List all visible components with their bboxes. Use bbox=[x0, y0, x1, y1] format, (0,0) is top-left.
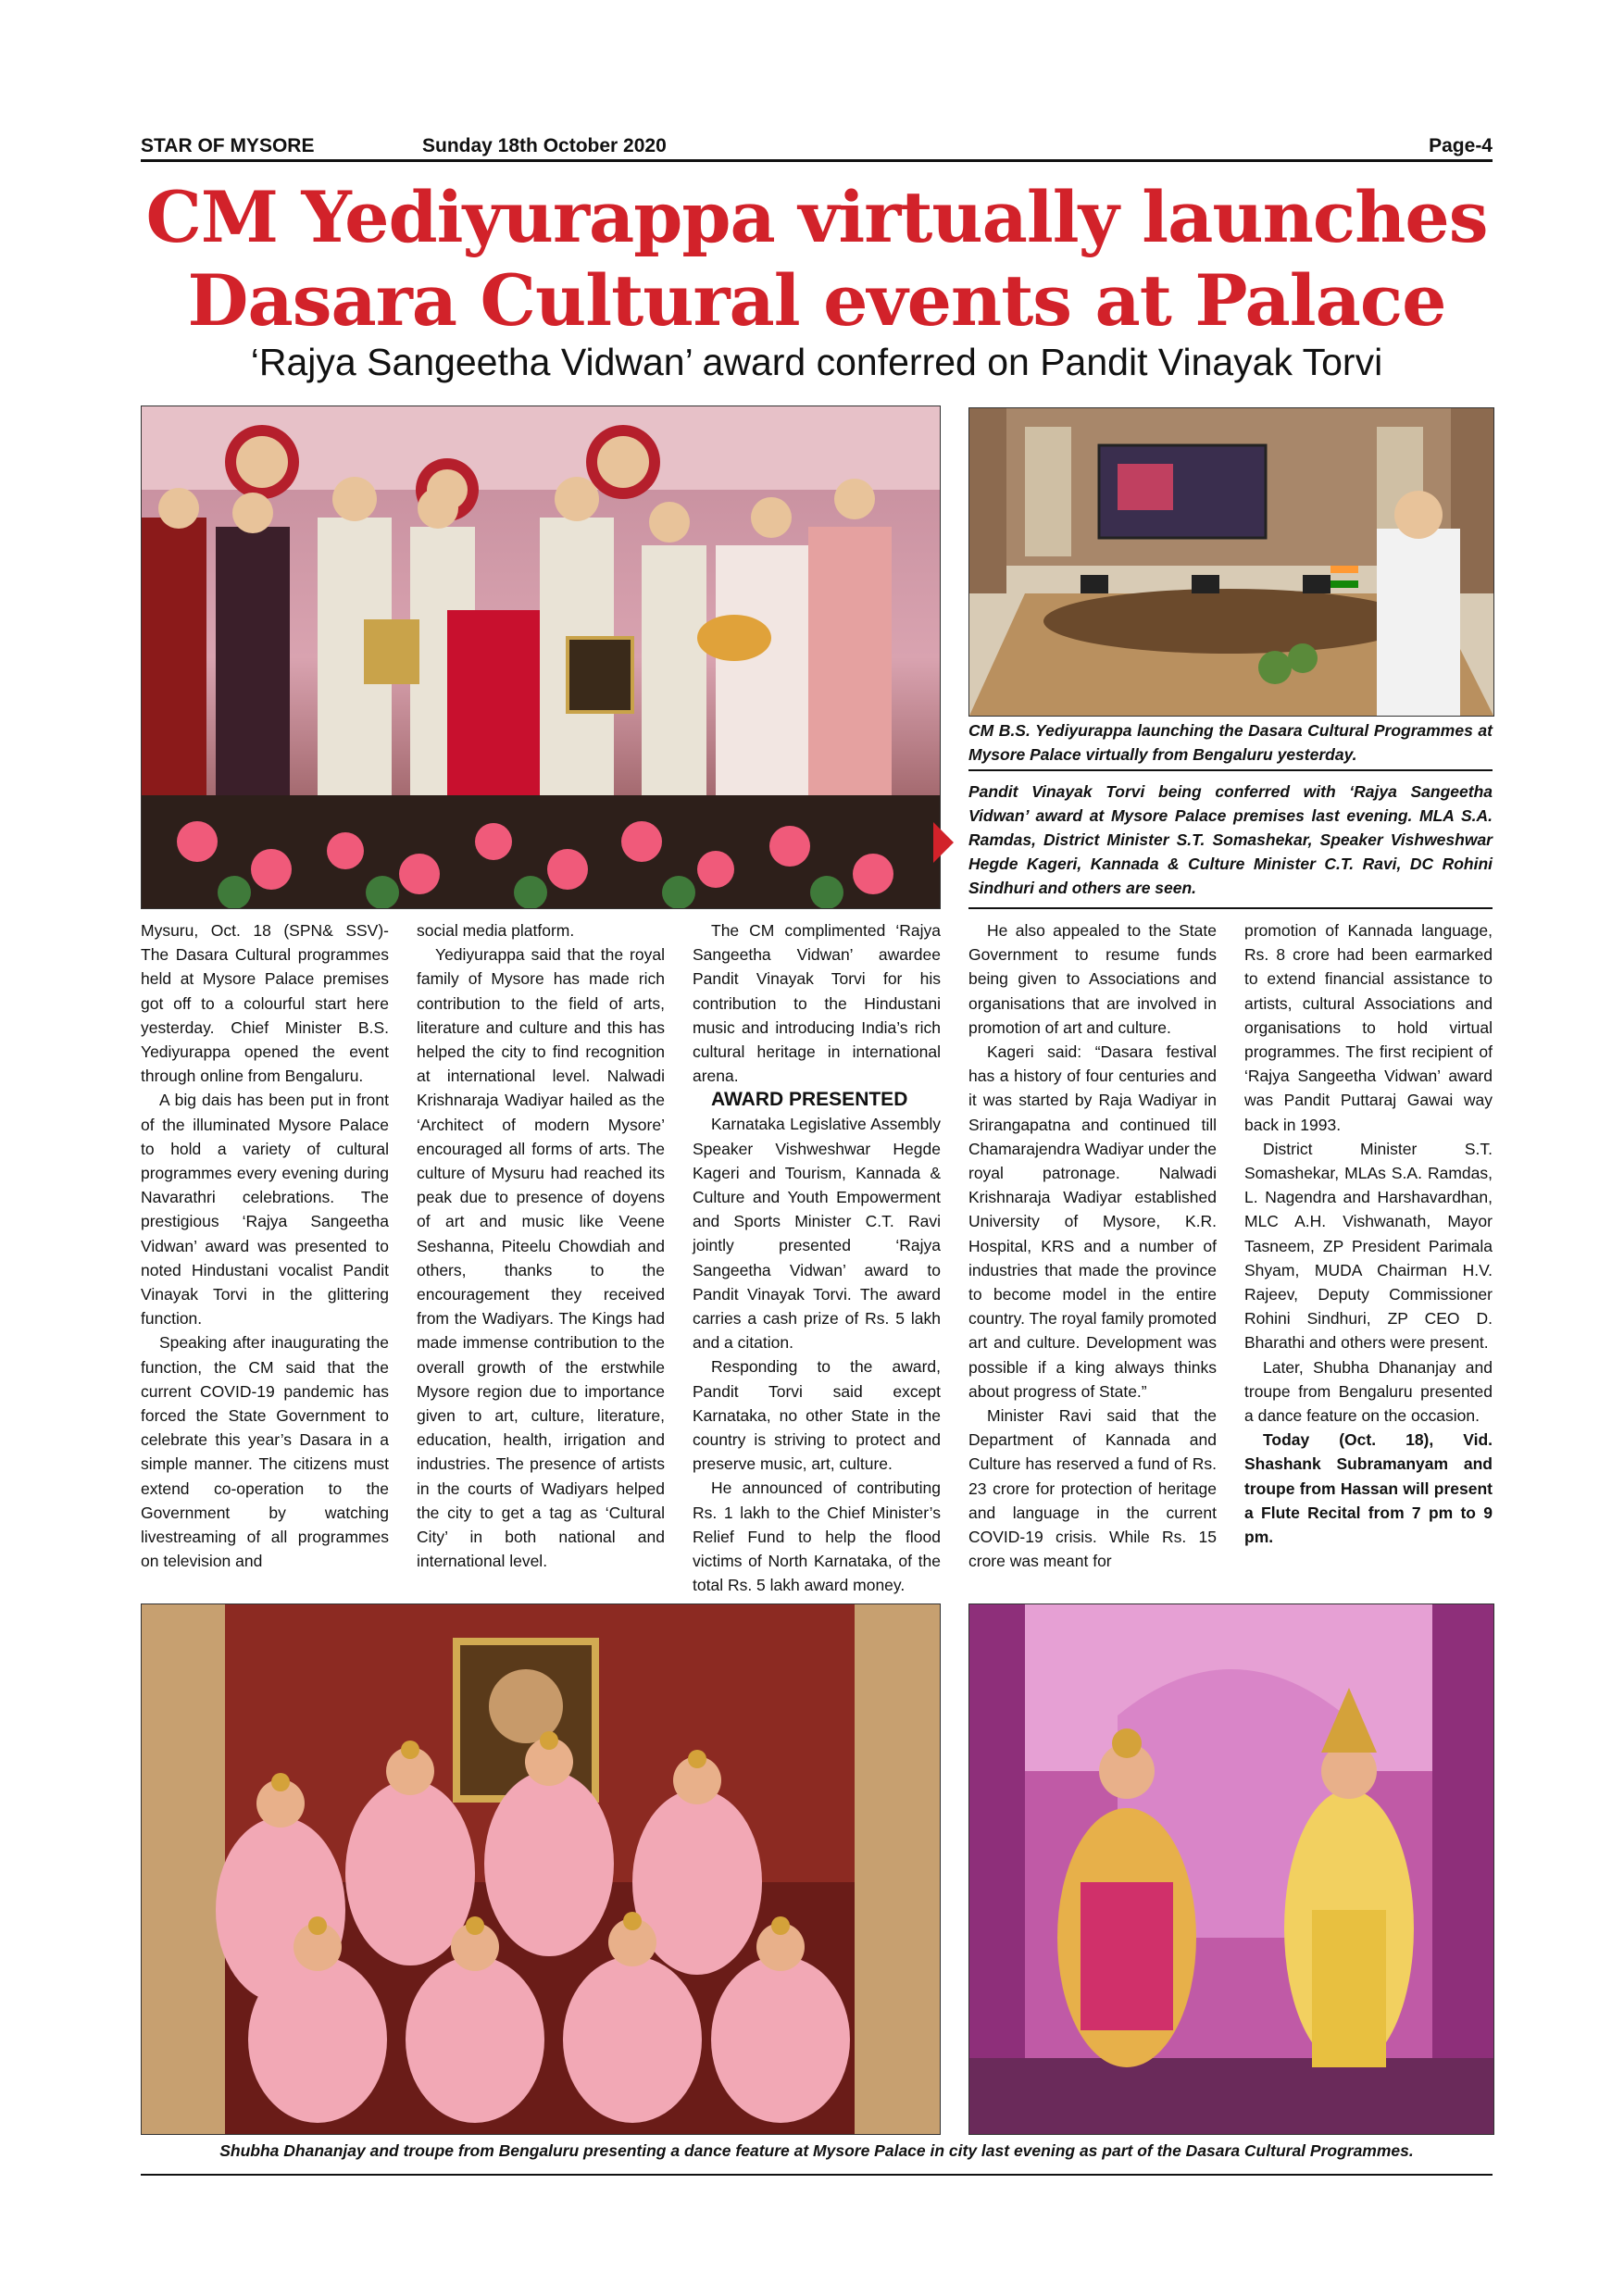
issue-date: Sunday 18th October 2020 bbox=[422, 135, 667, 156]
dance-duo-photo bbox=[968, 1603, 1494, 2135]
caption-rule-1 bbox=[968, 769, 1493, 771]
article-paragraph: Minister Ravi said that the Department of Kannada and Culture has reserved a fund of Rs. 23 crore for protection of heritage and language in the current COVID-19 crisis. While Rs. 15 crore was meant for bbox=[968, 1406, 1217, 1571]
article-paragraph: Karnataka Legislative Assembly Speaker Vishweshwar Hegde Kageri and Tourism, Kannada & Culture and Youth Empowerment and Sports Minister C.T. Ravi jointly presented ‘Rajya Sangeetha Vidwan’ award to Pandit Vinayak Torvi. The award carries a cash prize of Rs. 5 lakh and a citation. bbox=[693, 1115, 941, 1353]
article-paragraph: promotion of Kannada language, Rs. 8 crore had been earmarked to extend financial assistance to artists, cultural Associations and organisations to hold virtual programmes. The first recipient of ‘Rajya Sangeetha Vidwan’ award was Pandit Puttaraj Gawai way back in 1993. bbox=[1244, 921, 1493, 1134]
article-paragraph: He also appealed to the State Government to resume funds being given to Associations and organisations that are involved in promotion of art and culture. bbox=[968, 921, 1217, 1037]
article-column-1 bbox=[141, 918, 389, 1573]
award-caption: Pandit Vinayak Torvi being conferred with ‘Rajya Sangeetha Vidwan’ award at Mysore Palace premises last evening. MLA S.A. Ramdas, District Minister S.T. Somashekar, Speaker Vishweshwar Hegde Kageri, Kannada & Culture Minister C.T. Ravi, DC Rohini Sindhuri and others are seen. bbox=[968, 782, 1493, 897]
article-paragraph: Responding to the award, Pandit Torvi said except Karnataka, no other State in the country is striving to protect and preserve music, art, culture. bbox=[693, 1357, 941, 1474]
subheadline: ‘Rajya Sangeetha Vidwan’ award conferred on Pandit Vinayak Torvi bbox=[250, 341, 1383, 383]
headline-line-2: Dasara Cultural events at Palace bbox=[187, 259, 1446, 342]
article-paragraph: social media platform. bbox=[417, 921, 575, 940]
masthead-rule bbox=[141, 159, 1493, 162]
article-column-4 bbox=[968, 918, 1217, 1573]
article-paragraph: A big dais has been put in front of the illuminated Mysore Palace to hold a variety of cultural programmes every evening during Navarathri celebrations. The prestigious ‘Rajya Sangeetha Vidwan’ award was presented to noted Hindustani vocalist Pandit Vinayak Torvi in the glittering function. bbox=[141, 1091, 389, 1329]
article-paragraph: District Minister S.T. Somashekar, MLAs S.A. Ramdas, L. Nagendra and Harshavardhan, MLC A.H. Vishwanath, Mayor Tasneem, ZP President Parimala Shyam, MUDA Chairman H.V. Rajeev, Deputy Commissioner Rohini Sindhuri, ZP CEO D. Bharathi and others were present. bbox=[1244, 1139, 1493, 1353]
article-paragraph: Later, Shubha Dhananjay and troupe from Bengaluru presented a dance feature on the occasion. bbox=[1244, 1357, 1493, 1426]
award-ceremony-photo bbox=[141, 406, 941, 909]
headline-line-1: CM Yediyurappa virtually launches bbox=[145, 176, 1488, 258]
article-paragraph: The CM complimented ‘Rajya Sangeetha Vidwan’ awardee Pandit Vinayak Torvi for his contribution to the Hindustani music and introducing India’s rich cultural heritage in international arena. bbox=[693, 921, 941, 1086]
page-number: Page-4 bbox=[1429, 135, 1493, 156]
section-heading: AWARD PRESENTED bbox=[711, 1089, 908, 1111]
article-paragraph: Yediyurappa said that the royal family of Mysore has made rich contribution to the field of arts, literature and culture and this has helped the city to find recognition at international level. Nalwadi Krishnaraja Wadiyar hailed as the ‘Architect of modern Mysore’ encouraged all forms of arts. The culture of Mysuru had reached its peak due to presence of doyens of art and music like Veene Seshanna, Piteelu Chowdiah and others, thanks to the encouragement they received from the Wadiyars. The Kings had made immense contribution to the overall growth of the erstwhile Mysore region due to importance given to art, culture, literature, education, health, irrigation and industries. The presence of artists in the courts of Wadiyars helped the city to get a tag as ‘Cultural City’ in both national and international level. bbox=[417, 945, 665, 1571]
pointer-arrow-icon bbox=[933, 822, 954, 863]
page-bottom-rule bbox=[141, 2174, 1493, 2176]
article-column-2 bbox=[417, 918, 665, 1573]
article-column-5 bbox=[1244, 918, 1493, 1549]
article-paragraph: Kageri said: “Dasara festival has a history of four centuries and it was started by Raja Wadiyar in Srirangapatna and continued till Chamarajendra Wadiyar under the royal patronage. Nalwadi Krishnaraja Wadiyar established University of Mysore, K.R. Hospital, KRS and a number of industries that made the province to become model in the entire country. The royal family promoted art and culture. Development was possible if a king always thinks about progress of State.” bbox=[968, 1042, 1217, 1401]
paper-name: STAR OF MYSORE bbox=[141, 135, 315, 156]
event-notice: Today (Oct. 18), Vid. Shashank Subramanyam and troupe from Hassan will present a Flute Recital from 7 pm to 9 pm. bbox=[1244, 1430, 1493, 1547]
cm-virtual-launch-photo bbox=[968, 407, 1494, 717]
dance-caption: Shubha Dhananjay and troupe from Bengaluru presenting a dance feature at Mysore Palace in city last evening as part of the Dasara Cultural Programmes. bbox=[219, 2141, 1414, 2160]
article-column-3 bbox=[693, 918, 941, 1597]
article-paragraph: Speaking after inaugurating the function, the CM said that the current COVID-19 pandemic has forced the State Government to celebrate this year’s Dasara in a simple manner. The citizens must extend co-operation to the Government by watching livestreaming of all programmes on television and bbox=[141, 1333, 389, 1571]
cm-virtual-caption: CM B.S. Yediyurappa launching the Dasara Cultural Programmes at Mysore Palace virtually from Bengaluru yesterday. bbox=[968, 721, 1493, 764]
article-paragraph: He announced of contributing Rs. 1 lakh to the Chief Minister’s Relief Fund to help the flood victims of North Karnataka, of the total Rs. 5 lakh award money. bbox=[693, 1479, 941, 1595]
article-paragraph: Mysuru, Oct. 18 (SPN& SSV)- The Dasara Cultural programmes held at Mysore Palace premises got off to a colourful start here yesterday. Chief Minister B.S. Yediyurappa opened the event through online from Bengaluru. bbox=[141, 921, 389, 1086]
caption-rule-2 bbox=[968, 907, 1493, 909]
dance-troupe-photo bbox=[141, 1603, 941, 2135]
